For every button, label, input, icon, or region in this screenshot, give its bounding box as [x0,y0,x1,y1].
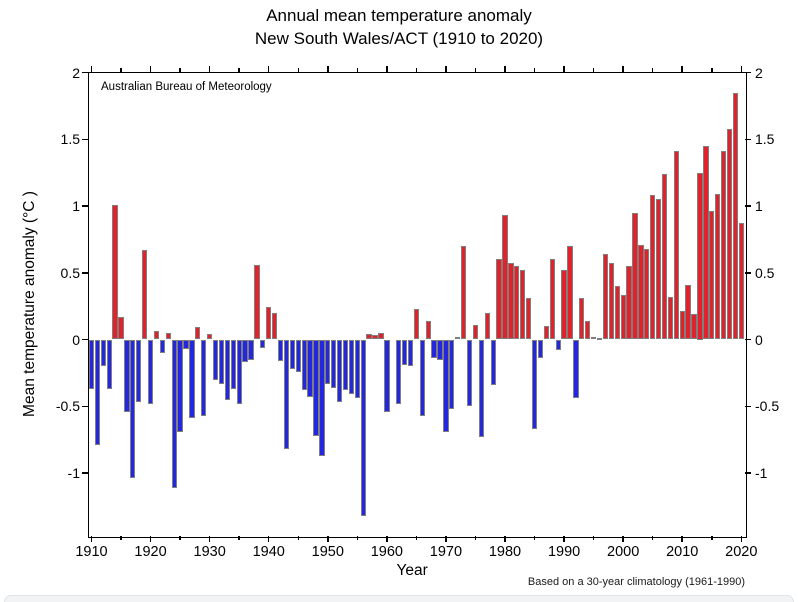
ytick-label-right--1: -1 [755,465,768,481]
xtick-bottom-1915 [120,536,122,540]
bar-1973 [461,246,466,339]
bar-1924 [172,340,177,488]
xtick-label-2010: 2010 [666,543,699,560]
xtick-bottom-1990 [563,536,565,542]
bar-1975 [473,325,478,340]
bar-1944 [290,340,295,369]
xtick-top-1990 [563,66,565,72]
bar-1981 [508,263,513,339]
bar-1933 [225,340,230,400]
bar-1930 [207,334,212,339]
bar-1929 [201,340,206,416]
xtick-top-2010 [681,66,683,72]
xtick-top-1985 [534,68,536,72]
bar-1962 [396,340,401,404]
xtick-bottom-1975 [475,536,477,540]
bar-1923 [166,333,171,340]
x-axis-label: Year [396,562,428,579]
bar-1970 [443,340,448,432]
chart-title-block [0,4,798,50]
xtick-top-1935 [238,68,240,72]
bar-1966 [420,340,425,416]
bar-1921 [154,331,159,339]
bar-2018 [727,129,732,340]
bar-1994 [585,321,590,340]
xtick-top-1965 [416,68,418,72]
xtick-bottom-2015 [711,536,713,540]
bar-1941 [272,313,277,340]
bar-1939 [260,340,265,348]
bar-1922 [160,340,165,353]
bar-1925 [177,340,182,432]
bar-2002 [632,213,637,340]
xtick-top-1975 [475,68,477,72]
climatology-footnote: Based on a 30-year climatology (1961-1990) [527,576,745,588]
bar-1963 [402,340,407,365]
xtick-top-2020 [741,66,743,72]
ytick-left--0.5 [82,406,88,408]
ytick-label-left-0.5: 0.5 [60,264,80,281]
bar-1910 [89,340,94,389]
xtick-label-1940: 1940 [252,543,285,560]
bar-1988 [550,259,555,339]
bar-2001 [626,266,631,339]
xtick-bottom-1985 [534,536,536,540]
bar-1959 [378,333,383,340]
bar-1958 [372,335,377,339]
bar-2020 [739,223,744,339]
bar-1938 [254,265,259,340]
xtick-label-1990: 1990 [547,543,581,560]
ytick-right-2 [745,72,751,74]
ytick-right--1 [745,472,751,474]
bar-1998 [609,263,614,339]
bar-1947 [307,340,312,397]
xtick-bottom-1960 [386,536,388,542]
ytick-right-1.5 [745,139,751,141]
bar-1931 [213,340,218,380]
ytick-right--0.5 [745,406,751,408]
bar-1935 [237,340,242,404]
bar-1974 [467,340,472,407]
bar-1993 [579,298,584,339]
window-edge-strip [4,595,794,602]
bar-1980 [502,215,507,339]
bar-1937 [248,340,253,360]
bar-1949 [319,340,324,456]
bar-1969 [437,340,442,360]
bar-2011 [685,285,690,340]
xtick-top-2000 [622,66,624,72]
xtick-bottom-2000 [622,536,624,542]
chart-subtitle: New South Wales/ACT (1910 to 2020) [254,29,544,48]
xtick-label-1960: 1960 [370,543,403,560]
ytick-right-1 [745,205,751,207]
xtick-label-2020: 2020 [725,543,758,560]
ytick-label-left-1.5: 1.5 [60,131,80,148]
xtick-bottom-1930 [209,536,211,542]
bar-1916 [124,340,129,412]
xtick-bottom-1935 [238,536,240,540]
xtick-top-2015 [711,68,713,72]
xtick-top-1945 [298,68,300,72]
ytick-label-right-1: 1 [755,198,763,214]
xtick-label-1980: 1980 [488,543,522,560]
bar-2005 [650,195,655,339]
xtick-label-1930: 1930 [193,543,226,560]
bar-1982 [514,266,519,339]
bar-1942 [278,340,283,361]
bar-1946 [302,340,307,391]
xtick-top-1995 [593,68,595,72]
ytick-label-left-2: 2 [72,64,80,81]
bar-1978 [491,340,496,385]
bar-2016 [715,194,720,340]
bar-1911 [95,340,100,445]
ytick-label-right-0.5: 0.5 [755,264,775,281]
xtick-label-1950: 1950 [311,543,344,560]
bar-1920 [148,340,153,404]
bar-1918 [136,340,141,403]
xtick-bottom-1980 [504,536,506,542]
ytick-label-right--0.5: -0.5 [755,398,780,415]
xtick-top-1920 [150,66,152,72]
bar-2019 [733,93,738,340]
ytick-label-left--1: -1 [67,465,80,481]
ytick-label-left-0: 0 [72,331,80,348]
bar-2007 [662,174,667,340]
bar-1928 [195,327,200,339]
bar-2004 [644,249,649,340]
bar-1983 [520,270,525,339]
xtick-top-1930 [209,66,211,72]
bar-1996 [597,338,602,340]
bar-2006 [656,199,661,339]
bar-1986 [538,340,543,359]
xtick-top-1915 [120,68,122,72]
ytick-right-0.5 [745,272,751,274]
bar-1932 [219,340,224,384]
bar-1950 [325,340,330,384]
bar-2017 [721,151,726,339]
y-axis-label: Mean temperature anomaly (°C ) [21,191,38,417]
xtick-bottom-1910 [91,536,93,542]
bar-1964 [408,340,413,367]
bar-1999 [615,286,620,339]
xtick-label-2000: 2000 [607,543,640,560]
bar-1919 [142,250,147,339]
bar-2012 [691,314,696,339]
bar-1926 [183,340,188,349]
bar-1997 [603,254,608,339]
bar-1968 [431,340,436,359]
xtick-bottom-1920 [150,536,152,542]
bar-1927 [189,340,194,419]
bar-1957 [366,334,371,339]
bar-1956 [361,340,366,516]
bar-1987 [544,326,549,339]
ytick-left-0 [82,339,88,341]
bar-1934 [231,340,236,389]
xtick-top-1970 [445,66,447,72]
bar-1943 [284,340,289,449]
bar-1992 [573,340,578,399]
bar-1954 [349,340,354,395]
bar-2009 [674,151,679,339]
bar-1953 [343,340,348,391]
ytick-left-1.5 [82,139,88,141]
ytick-label-right-2: 2 [755,64,763,81]
xtick-top-1955 [357,68,359,72]
xtick-top-2005 [652,68,654,72]
bar-1985 [532,340,537,429]
bar-1977 [485,313,490,340]
xtick-label-1920: 1920 [134,543,167,560]
ytick-label-left-1: 1 [72,198,80,214]
xtick-bottom-2005 [652,536,654,540]
bar-1936 [242,340,247,363]
bar-1976 [479,340,484,437]
bar-2003 [638,245,643,340]
ytick-left-0.5 [82,272,88,274]
xtick-bottom-1940 [268,536,270,542]
ytick-left-1 [82,205,88,207]
xtick-bottom-2020 [741,536,743,542]
bar-1990 [561,270,566,339]
source-annotation: Australian Bureau of Meteorology [101,80,272,93]
xtick-top-1960 [386,66,388,72]
xtick-bottom-1995 [593,536,595,540]
xtick-bottom-1925 [179,536,181,540]
bar-1955 [355,340,360,399]
bar-1995 [591,337,596,340]
bar-1960 [384,340,389,412]
xtick-top-1980 [504,66,506,72]
bar-1952 [337,340,342,403]
bar-1915 [118,317,123,340]
bar-2010 [680,311,685,339]
bar-1965 [414,309,419,340]
bar-1979 [496,259,501,339]
xtick-label-1970: 1970 [429,543,463,560]
bar-1971 [449,340,454,409]
bar-1948 [313,340,318,436]
xtick-bottom-1965 [416,536,418,540]
ytick-right-0 [745,339,751,341]
bar-1917 [130,340,135,479]
xtick-bottom-1950 [327,536,329,542]
xtick-bottom-2010 [681,536,683,542]
xtick-label-1910: 1910 [75,543,108,560]
ytick-left-2 [82,72,88,74]
xtick-bottom-1955 [357,536,359,540]
bar-1967 [426,321,431,340]
bar-2013 [697,173,702,340]
bar-1945 [296,340,301,372]
ytick-left--1 [82,472,88,474]
bar-1951 [331,340,336,388]
bar-2008 [668,297,673,340]
xtick-top-1950 [327,66,329,72]
ytick-label-right-1.5: 1.5 [755,131,775,148]
bar-2015 [709,211,714,339]
xtick-top-1925 [179,68,181,72]
bar-1972 [455,337,460,340]
bar-1984 [526,298,531,339]
bar-1913 [107,340,112,389]
ytick-label-left--0.5: -0.5 [55,398,80,415]
xtick-bottom-1945 [298,536,300,540]
bar-1940 [266,307,271,339]
xtick-bottom-1970 [445,536,447,542]
xtick-top-1910 [91,66,93,72]
bar-2000 [621,295,626,339]
xtick-top-1940 [268,66,270,72]
bar-1989 [556,340,561,351]
ytick-label-right-0: 0 [755,331,763,348]
bar-1912 [101,340,106,367]
bar-1914 [112,205,117,340]
chart-title: Annual mean temperature anomaly [266,6,532,25]
bar-2014 [703,146,708,340]
bar-1991 [567,246,572,339]
